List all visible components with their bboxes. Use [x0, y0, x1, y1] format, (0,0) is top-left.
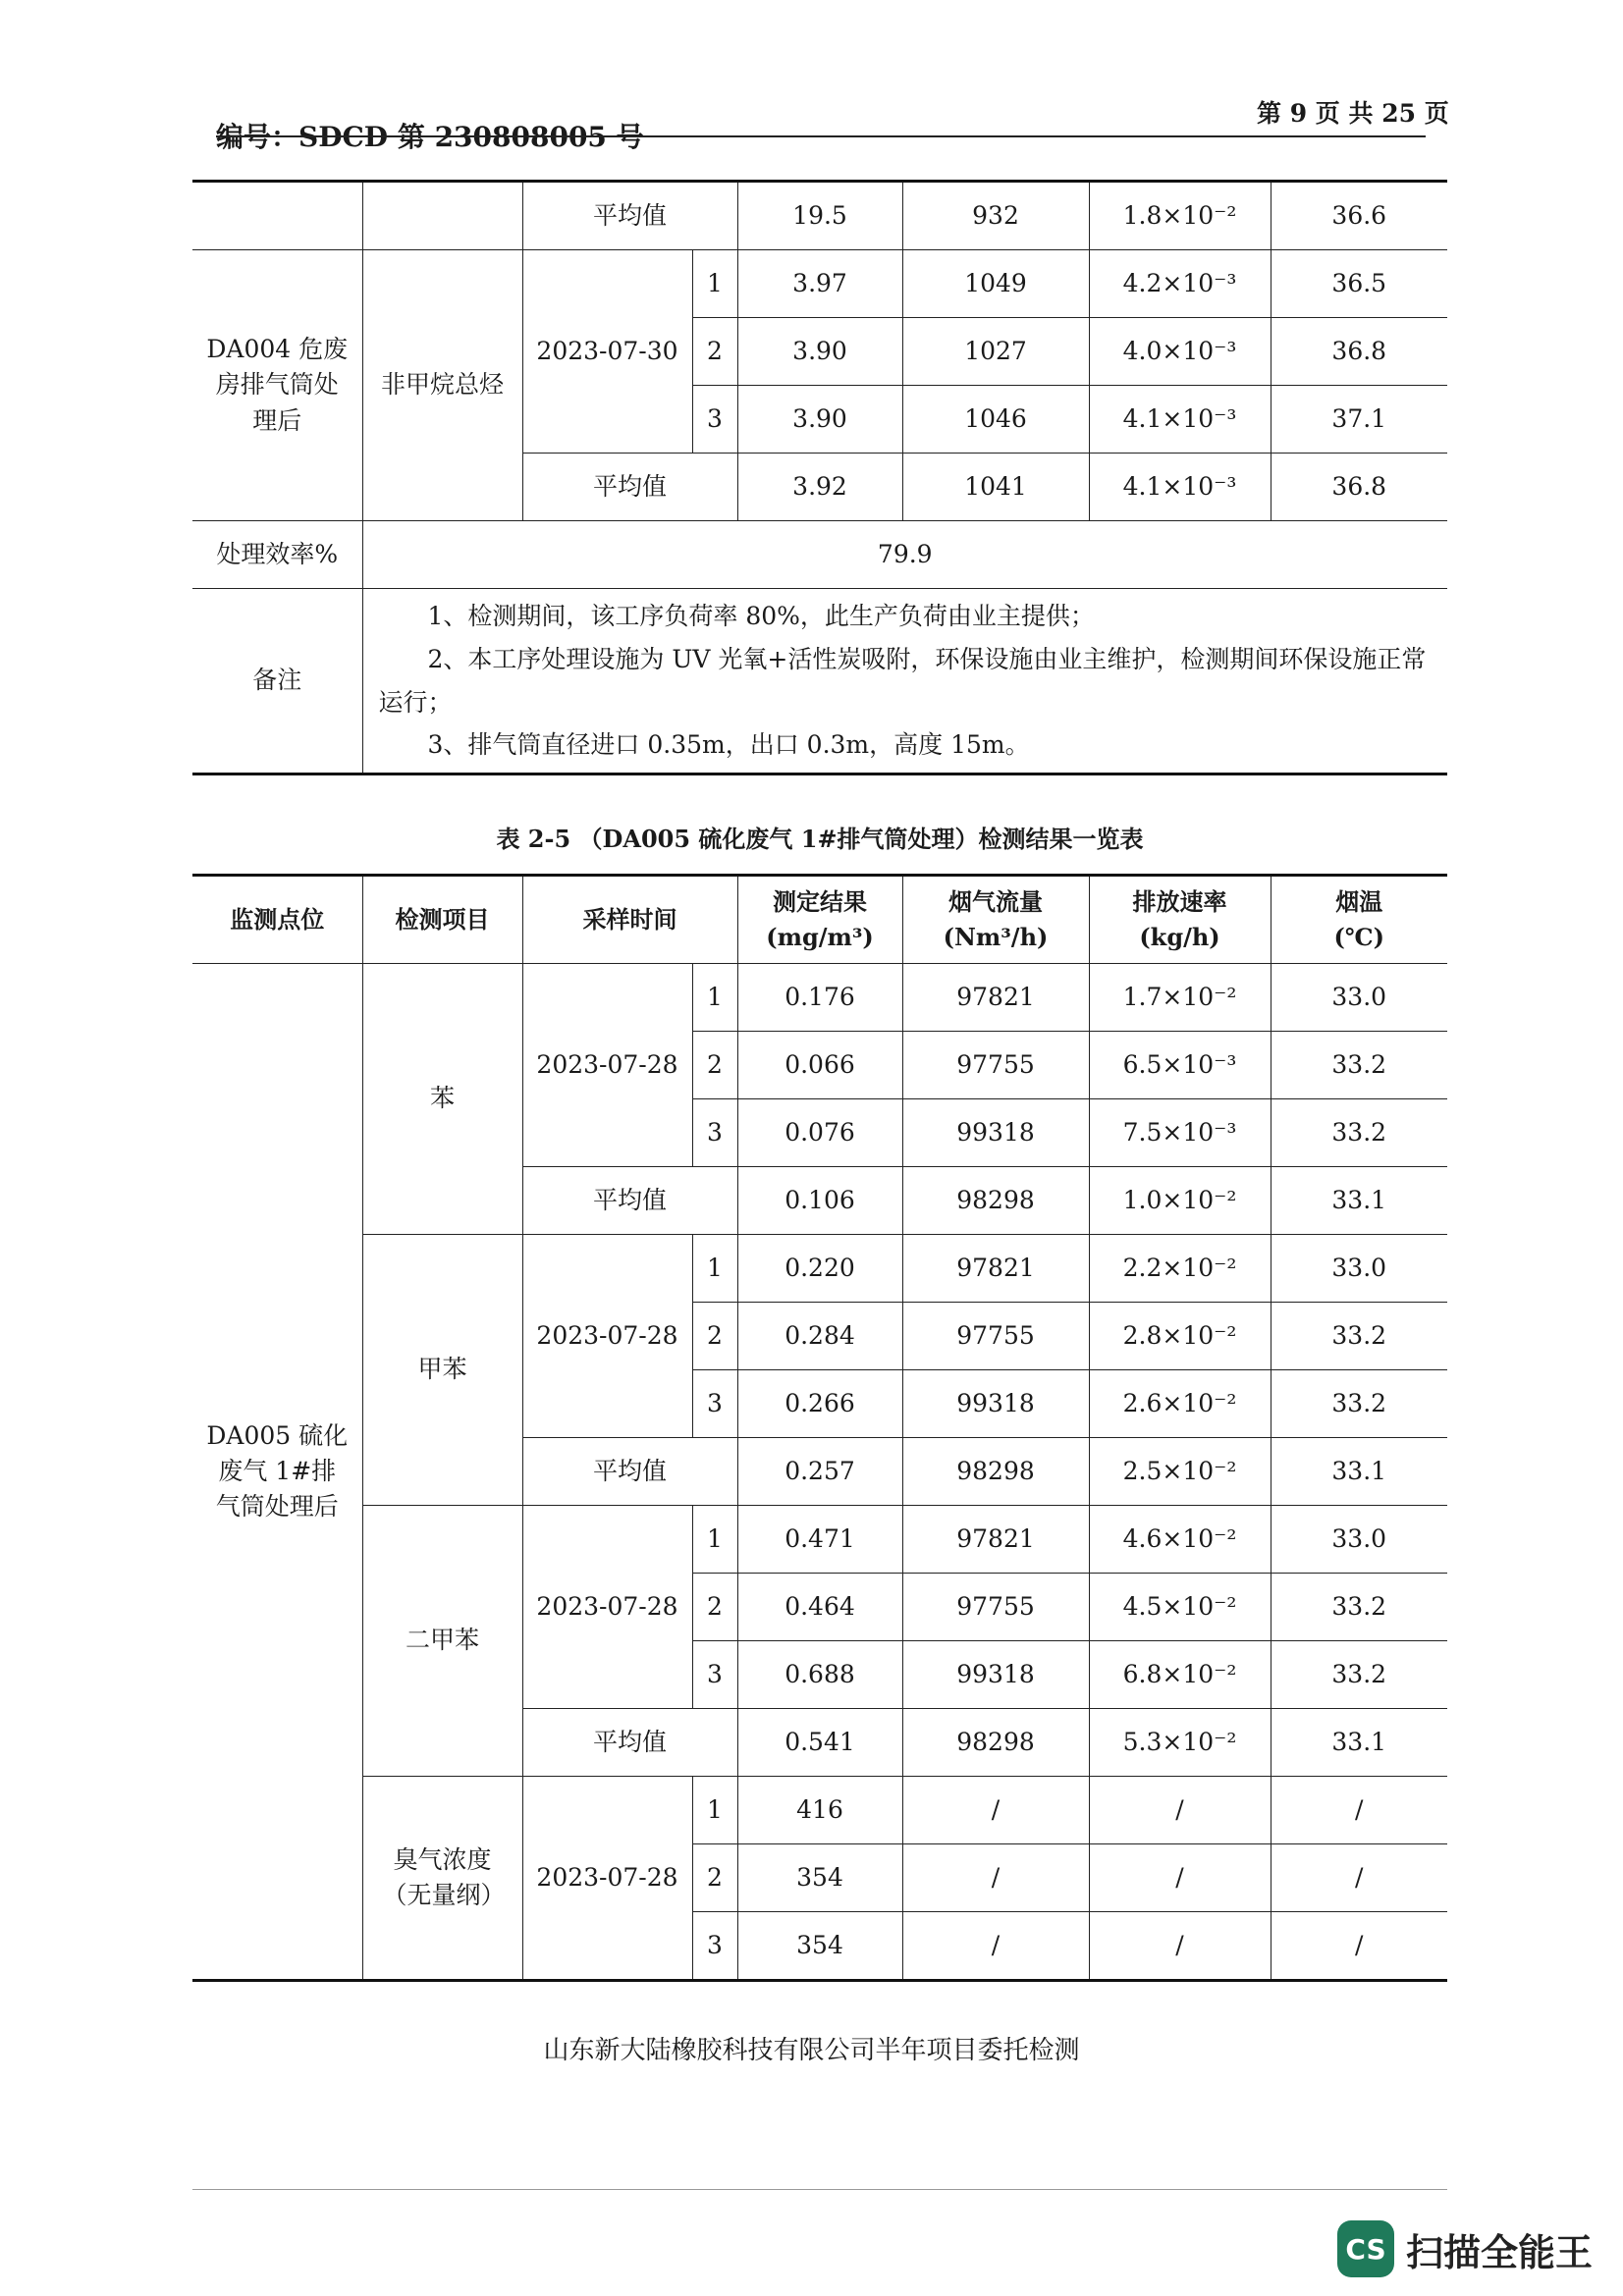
table-cell: 97755: [902, 1303, 1089, 1370]
sampling-date: 2023-07-30: [522, 250, 692, 454]
table-cell: 1046: [902, 386, 1089, 454]
table-cell: [192, 182, 362, 250]
camscanner-logo-icon: CS: [1337, 2220, 1394, 2277]
table-cell: 36.8: [1271, 318, 1447, 386]
table-cell: 1.8×10⁻²: [1089, 182, 1271, 250]
avg-label: 平均值: [522, 454, 737, 521]
table-cell: 2: [692, 1303, 737, 1370]
table-cell: /: [1271, 1777, 1447, 1844]
avg-label: 平均值: [522, 1709, 737, 1777]
efficiency-label: 处理效率%: [192, 521, 362, 589]
table-cell: 0.176: [737, 964, 902, 1032]
table-cell: 4.1×10⁻³: [1089, 454, 1271, 521]
table-cell: 0.541: [737, 1709, 902, 1777]
note-line: 1、检测期间，该工序负荷率 80%，此生产负荷由业主提供；: [427, 602, 1095, 630]
table-cell: 2.2×10⁻²: [1089, 1235, 1271, 1303]
table-cell: 97755: [902, 1032, 1089, 1099]
table-cell: 0.220: [737, 1235, 902, 1303]
avg-label: 平均值: [522, 182, 737, 250]
table-row: [192, 589, 1447, 774]
table-cell: 98298: [902, 1709, 1089, 1777]
header-temp-label: 烟温: [1335, 887, 1383, 916]
table-cell: 0.076: [737, 1099, 902, 1167]
table-cell: 6.8×10⁻²: [1089, 1641, 1271, 1709]
header-rate: [1089, 876, 1271, 964]
table-cell: 0.257: [737, 1438, 902, 1506]
table-cell: /: [1089, 1777, 1271, 1844]
table-row: [192, 964, 1447, 1032]
header-point: 监测点位: [192, 876, 362, 964]
table-cell: 1: [692, 1777, 737, 1844]
table-cell: 97755: [902, 1574, 1089, 1641]
header-rule: [216, 135, 1426, 137]
header-rate-unit: (kg/h): [1139, 923, 1220, 951]
header-item: 检测项目: [362, 876, 522, 964]
sampling-date: 2023-07-28: [522, 1235, 692, 1438]
table-row: [192, 182, 1447, 250]
table-cell: 33.2: [1271, 1641, 1447, 1709]
table-row: [192, 1235, 1447, 1303]
table-cell: 33.2: [1271, 1303, 1447, 1370]
table-cell: /: [902, 1844, 1089, 1912]
table-cell: 33.1: [1271, 1438, 1447, 1506]
table-cell: 2.5×10⁻²: [1089, 1438, 1271, 1506]
table-cell: 2: [692, 318, 737, 386]
table-cell: /: [902, 1912, 1089, 1981]
table-cell: 1049: [902, 250, 1089, 318]
scanner-watermark: [1337, 2220, 1593, 2277]
table-cell: 33.0: [1271, 1235, 1447, 1303]
table-cell: 2.6×10⁻²: [1089, 1370, 1271, 1438]
table-cell: 36.5: [1271, 250, 1447, 318]
note-line: 2、本工序处理设施为 UV 光氧+活性炭吸附，环保设施由业主维护，检测期间环保设施正常运行；: [378, 644, 1427, 717]
sampling-date: 2023-07-28: [522, 1777, 692, 1981]
header-rate-label: 排放速率: [1132, 887, 1227, 916]
avg-label: 平均值: [522, 1167, 737, 1235]
table-cell: 2.8×10⁻²: [1089, 1303, 1271, 1370]
table-cell: /: [1089, 1844, 1271, 1912]
table-row: [192, 1506, 1447, 1574]
test-item: 苯: [362, 964, 522, 1235]
table-cell: 1.7×10⁻²: [1089, 964, 1271, 1032]
table-cell: 3: [692, 1099, 737, 1167]
table-cell: [362, 182, 522, 250]
table-cell: 3.92: [737, 454, 902, 521]
table-cell: 1: [692, 1235, 737, 1303]
table-cell: 98298: [902, 1167, 1089, 1235]
table-cell: 3: [692, 1370, 737, 1438]
table-cell: 33.0: [1271, 1506, 1447, 1574]
table-cell: 1.0×10⁻²: [1089, 1167, 1271, 1235]
table-cell: 0.106: [737, 1167, 902, 1235]
table-cell: 2: [692, 1574, 737, 1641]
table-cell: 0.066: [737, 1032, 902, 1099]
notes-cell: [362, 589, 1447, 774]
table-cell: 3.90: [737, 386, 902, 454]
table-cell: 354: [737, 1912, 902, 1981]
table-cell: 99318: [902, 1370, 1089, 1438]
avg-label: 平均值: [522, 1438, 737, 1506]
table-cell: 2: [692, 1032, 737, 1099]
table-cell: /: [902, 1777, 1089, 1844]
table-cell: 97821: [902, 1235, 1089, 1303]
header-time: 采样时间: [522, 876, 737, 964]
page-number: 第 9 页 共 25 页: [1257, 99, 1449, 128]
table-cell: 7.5×10⁻³: [1089, 1099, 1271, 1167]
table-cell: 2: [692, 1844, 737, 1912]
table-cell: 99318: [902, 1099, 1089, 1167]
test-item: 臭气浓度（无量纲）: [362, 1777, 522, 1981]
table-cell: 3: [692, 1912, 737, 1981]
table-cell: 354: [737, 1844, 902, 1912]
header-temp: [1271, 876, 1447, 964]
table-row: [192, 1777, 1447, 1844]
document-number: 编号：SDCD 第 230808005 号: [216, 121, 644, 153]
table-cell: 33.0: [1271, 964, 1447, 1032]
table-cell: 33.2: [1271, 1574, 1447, 1641]
table-cell: 3: [692, 1641, 737, 1709]
table-cell: 98298: [902, 1438, 1089, 1506]
monitoring-point: DA005 硫化废气 1#排气筒处理后: [192, 964, 362, 1981]
table-cell: 1: [692, 250, 737, 318]
table-cell: 36.8: [1271, 454, 1447, 521]
table-cell: 33.1: [1271, 1709, 1447, 1777]
table-cell: 0.266: [737, 1370, 902, 1438]
table-cell: /: [1089, 1912, 1271, 1981]
table-cell: 4.2×10⁻³: [1089, 250, 1271, 318]
table-da005: [192, 874, 1447, 1982]
table-cell: /: [1271, 1844, 1447, 1912]
table-cell: /: [1271, 1912, 1447, 1981]
table-row: [192, 521, 1447, 589]
table-cell: 0.284: [737, 1303, 902, 1370]
notes-label: 备注: [192, 589, 362, 774]
table-cell: 3: [692, 386, 737, 454]
header-flow-label: 烟气流量: [948, 887, 1043, 916]
table-cell: 1041: [902, 454, 1089, 521]
table-cell: 3.90: [737, 318, 902, 386]
table-cell: 0.464: [737, 1574, 902, 1641]
watermark-text: 扫描全能王: [1406, 2230, 1594, 2274]
header-temp-unit: (℃): [1333, 923, 1384, 951]
monitoring-point: DA004 危废房排气筒处理后: [192, 250, 362, 521]
table-caption: 表 2-5 （DA005 硫化废气 1#排气筒处理）检测结果一览表: [496, 825, 1144, 853]
sampling-date: 2023-07-28: [522, 1506, 692, 1709]
table-da004: [192, 180, 1447, 775]
table-cell: 37.1: [1271, 386, 1447, 454]
table-cell: 33.2: [1271, 1370, 1447, 1438]
page-footer: 山东新大陆橡胶科技有限公司半年项目委托检测: [543, 2036, 1080, 2065]
table-cell: 416: [737, 1777, 902, 1844]
test-item: 二甲苯: [362, 1506, 522, 1777]
table-row: [192, 250, 1447, 318]
table-cell: 19.5: [737, 182, 902, 250]
header-flow-unit: (Nm³/h): [943, 923, 1049, 951]
table-cell: 3.97: [737, 250, 902, 318]
table-cell: 0.471: [737, 1506, 902, 1574]
table-cell: 4.6×10⁻²: [1089, 1506, 1271, 1574]
table-cell: 5.3×10⁻²: [1089, 1709, 1271, 1777]
efficiency-value: 79.9: [362, 521, 1447, 589]
table-cell: 4.1×10⁻³: [1089, 386, 1271, 454]
table-cell: 33.2: [1271, 1032, 1447, 1099]
header-flow: [902, 876, 1089, 964]
table-cell: 4.0×10⁻³: [1089, 318, 1271, 386]
table-cell: 97821: [902, 1506, 1089, 1574]
table-cell: 4.5×10⁻²: [1089, 1574, 1271, 1641]
table-cell: 1: [692, 1506, 737, 1574]
table-header-row: [192, 876, 1447, 964]
table-cell: 1027: [902, 318, 1089, 386]
table-cell: 99318: [902, 1641, 1089, 1709]
note-line: 3、排气筒直径进口 0.35m，出口 0.3m，高度 15m。: [427, 730, 1030, 760]
test-item: 甲苯: [362, 1235, 522, 1506]
footer-rule: [192, 2189, 1447, 2190]
table-cell: 97821: [902, 964, 1089, 1032]
header-result: [737, 876, 902, 964]
header-result-label: 测定结果: [773, 887, 867, 916]
table-cell: 33.2: [1271, 1099, 1447, 1167]
table-cell: 1: [692, 964, 737, 1032]
header-result-unit: (mg/m³): [766, 923, 874, 951]
table-cell: 33.1: [1271, 1167, 1447, 1235]
table-cell: 6.5×10⁻³: [1089, 1032, 1271, 1099]
table-cell: 932: [902, 182, 1089, 250]
sampling-date: 2023-07-28: [522, 964, 692, 1167]
table-cell: 36.6: [1271, 182, 1447, 250]
test-item: 非甲烷总烃: [362, 250, 522, 521]
table-cell: 0.688: [737, 1641, 902, 1709]
